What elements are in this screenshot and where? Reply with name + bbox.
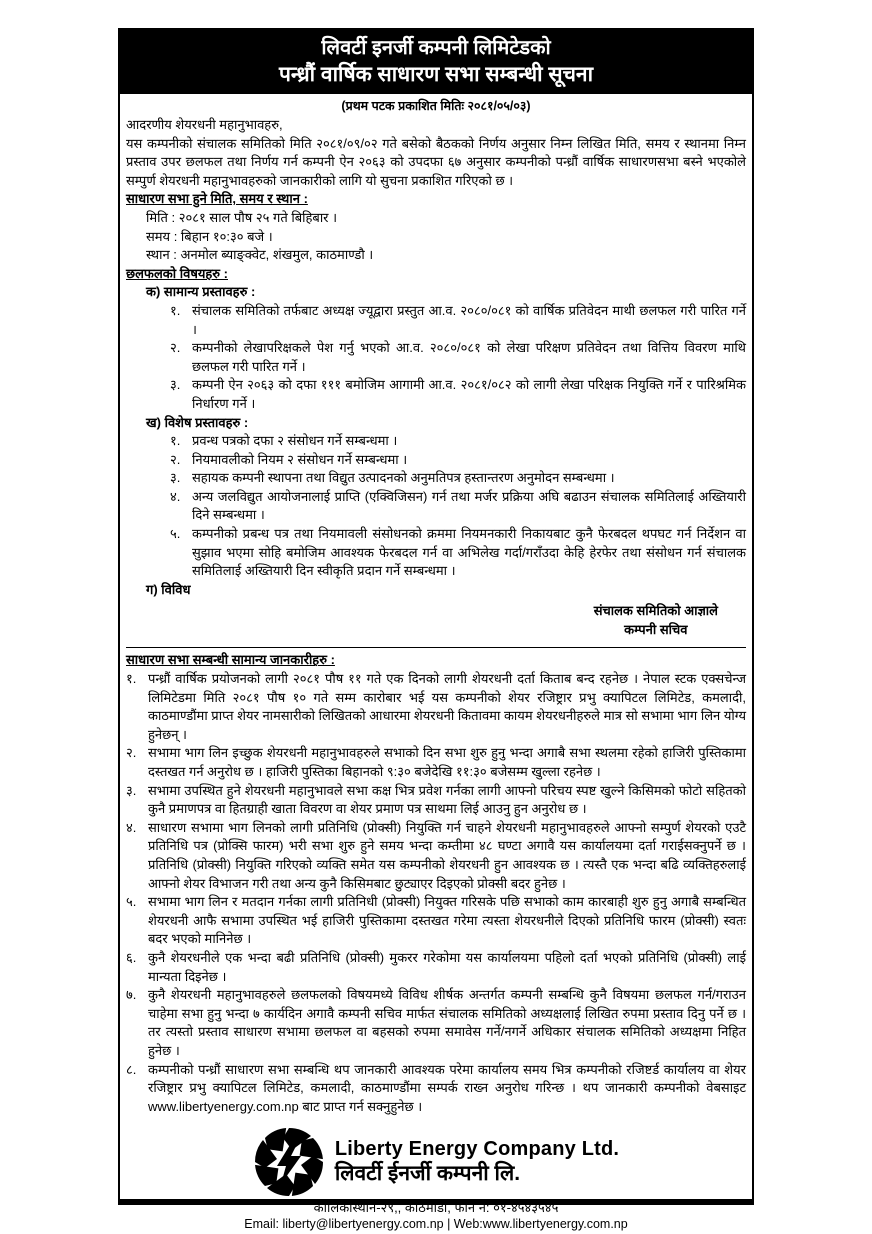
meeting-heading: साधारण सभा हुने मिति, समय र स्थान : — [126, 191, 308, 207]
list-item — [126, 949, 746, 986]
notice-title-block — [120, 30, 752, 94]
item-number: ५. — [170, 526, 181, 542]
item-number: ५. — [126, 894, 137, 910]
item-text: सहायक कम्पनी स्थापना तथा विद्युत उत्पादनको अनुमतिपत्र हस्तान्तरण अनुमोदन सम्बन्धमा । — [192, 470, 615, 486]
item-text: नियमावलीको नियम २ संसोधन गर्ने सम्बन्धमा । — [192, 451, 408, 467]
list-item — [126, 670, 746, 744]
item-number: २. — [170, 340, 181, 356]
signature-role: कम्पनी सचिव — [624, 622, 688, 638]
item-number: ३. — [126, 782, 137, 798]
list-item — [170, 432, 746, 451]
item-number: ६. — [126, 949, 137, 965]
item-text: कम्पनीको लेखापरिक्षकले पेश गर्नु भएको आ.व. २०८०/०८१ को लेखा परिक्षण प्रतिवेदन तथा वित्तिय विवरण माथि छलफल गरी पारित गर्ने । — [192, 340, 746, 374]
footer — [126, 1126, 746, 1232]
list-item — [170, 488, 746, 525]
item-text: प्रवन्ध पत्रको दफा २ संसोधन गर्ने सम्बन्धमा । — [192, 433, 398, 449]
special-proposals-list — [170, 432, 746, 581]
company-name-nepali: लिवर्टी ईनर्जी कम्पनी लि. — [334, 1162, 521, 1186]
footer-brand — [126, 1126, 746, 1198]
footer-address: कालिकास्थान-२९,, काठमाडौं, फोन नं: ०१-४५४३५४५ — [313, 1200, 559, 1216]
general-proposals-list — [170, 302, 746, 414]
signature-authority: संचालक समितिको आज्ञाले — [593, 603, 718, 619]
item-text: सभामा उपस्थित हुने शेयरधनी महानुभावले सभा कक्ष भित्र प्रवेश गर्नका लागी आफ्नो परिचय स्पष्ट खुल्ने किसिमको फोटो सहितको कुनै प्रमाणपत्र वा हितग्राही खाता विवरण वा शेयर प्रमाण पत्र साथमा लिई आउनु हुन अनुरोध छ । — [148, 782, 746, 817]
item-number: ४. — [170, 488, 181, 504]
publication-date-line: (प्रथम पटक प्रकाशित मितिः २०८१/०५/०३) — [341, 99, 531, 113]
item-number: ७. — [126, 987, 137, 1003]
list-item — [170, 339, 746, 376]
section-divider — [126, 647, 746, 648]
miscellaneous-heading: ग) विविध — [146, 581, 191, 597]
liberty-logo-icon — [253, 1126, 325, 1198]
signature-block — [126, 599, 746, 645]
list-item — [170, 451, 746, 470]
notice-subject-title: पन्ध्रौं वार्षिक साधारण सभा सम्बन्धी सूचना — [278, 63, 594, 86]
list-item — [126, 986, 746, 1060]
list-item — [170, 525, 746, 581]
footer-contact-line: Email: liberty@libertyenergy.com.np | Web:www.libertyenergy.com.np — [244, 1217, 628, 1232]
meeting-detail-line: स्थान : अनमोल ब्याङ्क्वेट, शंखमुल, काठमाण्डौ । — [146, 247, 374, 263]
meeting-details-list — [146, 209, 746, 265]
notice-body — [120, 116, 752, 1232]
general-proposals-heading: क) सामान्य प्रस्तावहरु : — [146, 284, 256, 300]
intro-paragraph: यस कम्पनीको संचालक समितिको मिति २०८१/०९/०२ गते बसेको बैठकको निर्णय अनुसार निम्न लिखित मिति, समय र स्थानमा निम्न प्रस्ताव उपर छलफल तथा निर्णय गर्न कम्पनी ऐन २०६३ को उपदफा ६७ अनुसार कम्पनीको पन्ध्रौं वार्षिक साधारणसभा बस्ने भएकोले सम्पुर्ण शेयरधनी महानुभावहरुको जानकारीको लागि यो सुचना प्रकाशित गरिएको छ । — [126, 135, 746, 188]
agenda-heading: छलफलको विषयहरु : — [126, 265, 228, 281]
item-text: कुनै शेयरधनीले एक भन्दा बढी प्रतिनिधि (प्रोक्सी) मुकरर गरेकोमा यस कार्यालयमा पहिलो दर्ता भएको प्रतिनिधि (प्रोक्सी) लाई मान्यता दिइनेछ । — [148, 949, 746, 984]
company-name-title: लिवर्टी इनर्जी कम्पनी लिमिटेडको — [321, 37, 551, 59]
item-text: कम्पनी ऐन २०६३ को दफा १११ बमोजिम आगामी आ.व. २०८१/०८२ को लागी लेखा परिक्षक नियुक्ति गर्ने र पारिश्रमिक निर्धारण गर्ने । — [192, 377, 746, 411]
item-number: १. — [170, 433, 181, 449]
item-text: कुनै शेयरधनी महानुभावहरुले छलफलको विषयमध्ये विविध शीर्षक अन्तर्गत कम्पनी सम्बन्धि कुनै विषयमा छलफल गर्न/गराउन चाहेमा सभा हुनु भन्दा ७ कार्यदिन अगावै कम्पनी सचिव मार्फत संचालक समितिको अध्यक्षलाई लिखित रुपमा प्रस्ताव दिनु पर्ने छ । तर त्यस्तो प्रस्ताव साधारण सभामा छलफल वा बहसको रुपमा समावेस गर्ने/नगर्ने अधिकार संचालक समितिको अध्यक्षमा निहित हुनेछ । — [148, 987, 746, 1058]
item-text: अन्य जलविद्युत आयोजनालाई प्राप्ति (एक्विजिसन) गर्न तथा मर्जर प्रक्रिया अघि बढाउन संचालक समितिलाई अख्तियारी दिने सम्बन्धमा । — [192, 488, 746, 523]
salutation: आदरणीय शेयरधनी महानुभावहरु, — [126, 117, 283, 132]
item-text: पन्ध्रौं वार्षिक प्रयोजनको लागी २०८१ पौष ११ गते एक दिनको लागी शेयरधनी दर्ता किताब बन्द रहनेछ । नेपाल स्टक एक्सचेन्ज लिमिटेडमा मिति २०८१ पौष १० गते सम्म कारोबार भई यस कम्पनीको शेयर रजिष्ट्रार प्रभु क्यापिटल लिमिटेड, कमलादी, काठमाण्डौंमा प्राप्त शेयर नामसारीको लिखितको आधारमा शेयरधनी कितावमा कायम शेयरधनीहरुले मात्र सो सभामा भाग लिन योग्य हुनेछन् । — [148, 671, 746, 742]
item-text: कम्पनीको पन्ध्रौं साधारण सभा सम्बन्धि थप जानकारी आवश्यक परेमा कार्यालय समय भित्र कम्पनीको रजिष्टर्ड कार्यालय वा शेयर रजिष्ट्रार प्रभु क्यापिटल लिमिटेड, कमलादी, काठमाण्डौंमा सम्पर्क राख्न अनुरोध गरिन्छ । थप जानकारी कम्पनीको वेबसाइट www.libertyenergy.com.np बाट प्राप्त गर्न सक्नुहुनेछ । — [148, 1061, 746, 1114]
notice-document — [118, 28, 754, 1232]
item-number: ४. — [126, 819, 137, 835]
item-number: १. — [126, 671, 137, 687]
item-text: सभामा भाग लिन र मतदान गर्नका लागी प्रतिनिधी (प्रोक्सी) नियुक्त गरिसके पछि सभाको काम कारबाही शुरु हुनु अगाबै सम्बन्धित शेयरधनी आफै सभामा उपस्थित भई हाजिरी पुस्तिकामा दस्तखत गरेमा त्यस्ता शेयरधनीले दिएको प्रतिनिधि फारम (प्रोक्सी) स्वतः बदर भएको मानिनेछ । — [148, 894, 746, 947]
list-item — [170, 469, 746, 488]
meeting-detail-line: मिति : २०८१ साल पौष २५ गते बिहिबार । — [146, 209, 338, 225]
item-text: सभामा भाग लिन इच्छुक शेयरधनी महानुभावहरुले सभाको दिन सभा शुरु हुनु भन्दा अगाबै सभा स्थलमा रहेको हाजिरी पुस्तिकामा दस्तखत गर्न अनुरोध छ । हाजिरी पुस्तिका बिहानको ९:३० बजेदेखि ११:३० बजेसम्म खुल्ला रहनेछ । — [148, 745, 746, 779]
special-proposals-heading: ख) विशेष प्रस्तावहरु : — [146, 414, 249, 430]
list-item — [170, 376, 746, 413]
general-info-heading: साधारण सभा सम्बन्धी सामान्य जानकारीहरु : — [126, 652, 335, 668]
company-name-english: Liberty Energy Company Ltd. — [334, 1138, 620, 1161]
list-item — [126, 819, 746, 893]
general-info-list — [126, 670, 746, 1116]
item-number: २. — [126, 745, 137, 761]
list-item — [126, 744, 746, 781]
item-number: ३. — [170, 377, 181, 393]
item-number: १. — [170, 302, 181, 318]
list-item — [126, 893, 746, 949]
list-item — [126, 1061, 746, 1117]
list-item — [126, 782, 746, 819]
item-text: संचालक समितिको तर्फबाट अध्यक्ष ज्यूद्वारा प्रस्तुत आ.व. २०८०/०८१ को वार्षिक प्रतिवेदन माथी छलफल गरी पारित गर्ने । — [192, 302, 746, 337]
meeting-detail-line: समय : बिहान १०:३० बजे । — [146, 228, 273, 244]
list-item — [170, 302, 746, 339]
item-text: साधारण सभामा भाग लिनको लागी प्रतिनिधि (प्रोक्सी) नियुक्ति गर्न चाहने शेयरधनी महानुभावहरुले आफ्नो सम्पुर्ण शेयरको एउटै प्रतिनिधि पत्र (प्रोक्सि फारम) भरी सभा शुरु हुने समय भन्दा कम्तीमा ४८ घण्टा अगावै यस कार्यालयमा दर्ता गराईसक्नुपर्ने छ । प्रतिनिधि (प्रोक्सी) नियुक्ति गरिएको व्यक्ति समेत यस कम्पनीको शेयरधनी हुन आवश्यक छ । त्यस्तै एक भन्दा बढि व्यक्तिहरुलाई आफ्नो शेयर विभाजन गरी तथा अन्य कुनै किसिमबाट छुट्याएर दिइएको प्रोक्सी बदर हुनेछ । — [148, 819, 746, 891]
item-number: ८. — [126, 1061, 137, 1077]
item-text: कम्पनीको प्रबन्ध पत्र तथा नियमावली संसोधनको क्रममा नियमनकारी निकायबाट कुनै फेरबदल थपघट गर्न निर्देशन वा सुझाव भएमा सोहि बमोजिम आवश्यक फेरबदल गर्न वा अभिलेख गर्दा/गराँउदा केहि हेरफेर तथा संसोधन गर्न संचालक समितिलाई अख्तियारी दिन स्वीकृति प्रदान गर्ने सम्बन्धमा । — [192, 526, 746, 579]
item-number: २. — [170, 451, 181, 467]
item-number: ३. — [170, 470, 181, 486]
